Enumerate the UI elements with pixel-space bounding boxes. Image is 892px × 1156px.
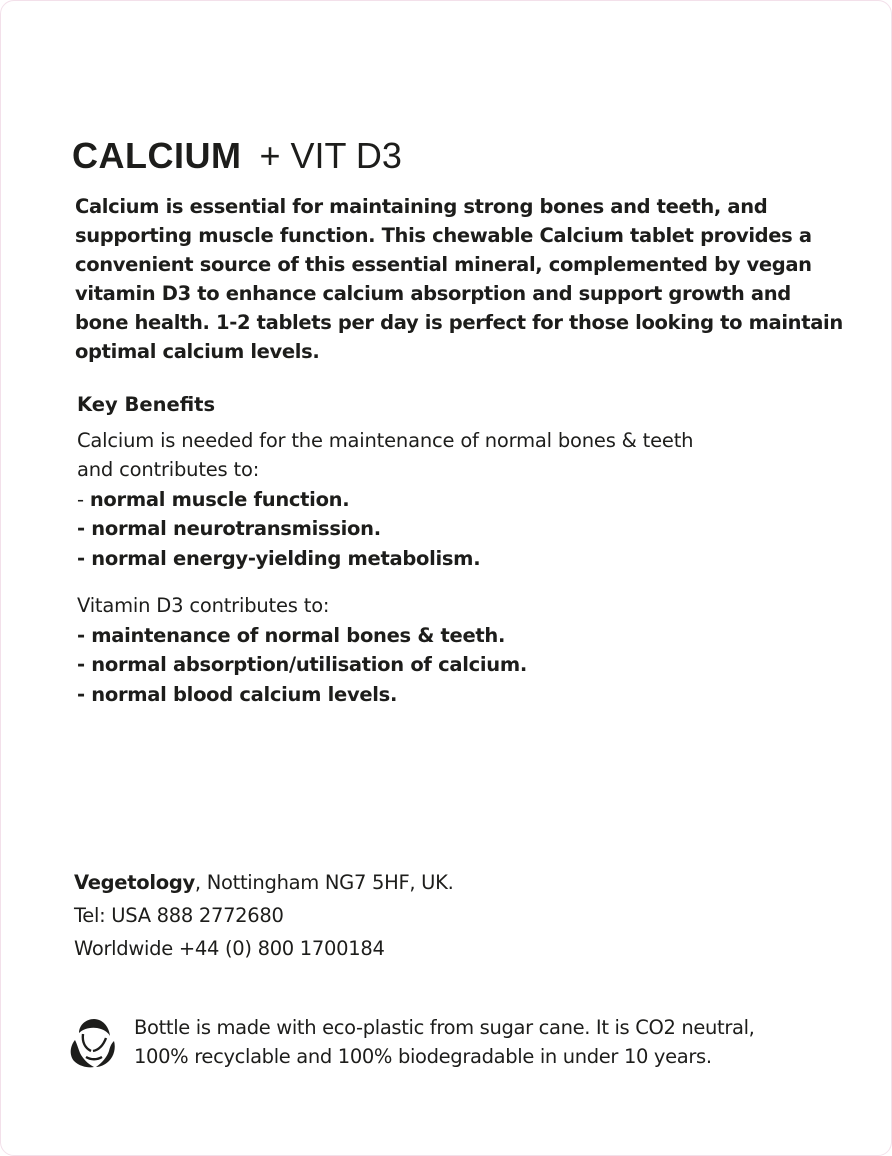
calcium-item-text: normal muscle function. (89, 487, 350, 511)
recycle-leaves-icon (66, 1016, 122, 1070)
calcium-benefit-item (77, 485, 847, 515)
title-sub: + VIT D3 (259, 135, 402, 176)
contact-block (74, 866, 454, 965)
title-main: CALCIUM (72, 135, 242, 176)
eco-line-1: Bottle is made with eco-plastic from sugar cane. It is CO2 neutral, (134, 1016, 755, 1039)
worldwide-line: Worldwide +44 (0) 800 1700184 (74, 937, 385, 960)
d3-benefit-item: - normal absorption/utilisation of calcium. (77, 653, 527, 676)
address-line (74, 866, 454, 899)
address-text: , Nottingham NG7 5HF, UK. (194, 871, 454, 894)
brand-name: Vegetology (74, 871, 195, 894)
intro-paragraph: Calcium is essential for maintaining strong bones and teeth, and supporting muscle function. This chewable Calcium tablet provides a convenient source of this essential mineral, complemented by vegan vitamin D3 to enhance calcium absorption and support growth and bone health. 1-2 tablets per day is perfect for those looking to maintain optimal calcium levels. (75, 195, 843, 363)
eco-line-2: 100% recyclable and 100% biodegradable in under 10 years. (134, 1045, 712, 1068)
tel-line: Tel: USA 888 2772680 (74, 904, 284, 927)
d3-benefit-item: - normal blood calcium levels. (77, 682, 398, 706)
calcium-intro-line-1: Calcium is needed for the maintenance of normal bones & teeth (77, 428, 694, 452)
benefits-heading: Key Benefits (77, 393, 216, 416)
d3-benefit-item: - maintenance of normal bones & teeth. (77, 623, 506, 647)
d3-intro-line: Vitamin D3 contributes to: (77, 594, 330, 617)
calcium-intro-line-2: and contributes to: (77, 458, 260, 481)
calcium-benefit-item: - normal neurotransmission. (77, 517, 381, 540)
eco-statement (134, 1013, 854, 1071)
calcium-benefit-item: - normal energy-yielding metabolism. (77, 546, 481, 570)
page-title (72, 136, 402, 176)
key-benefits-section (77, 390, 847, 709)
calcium-item-prefix: - (77, 487, 90, 511)
